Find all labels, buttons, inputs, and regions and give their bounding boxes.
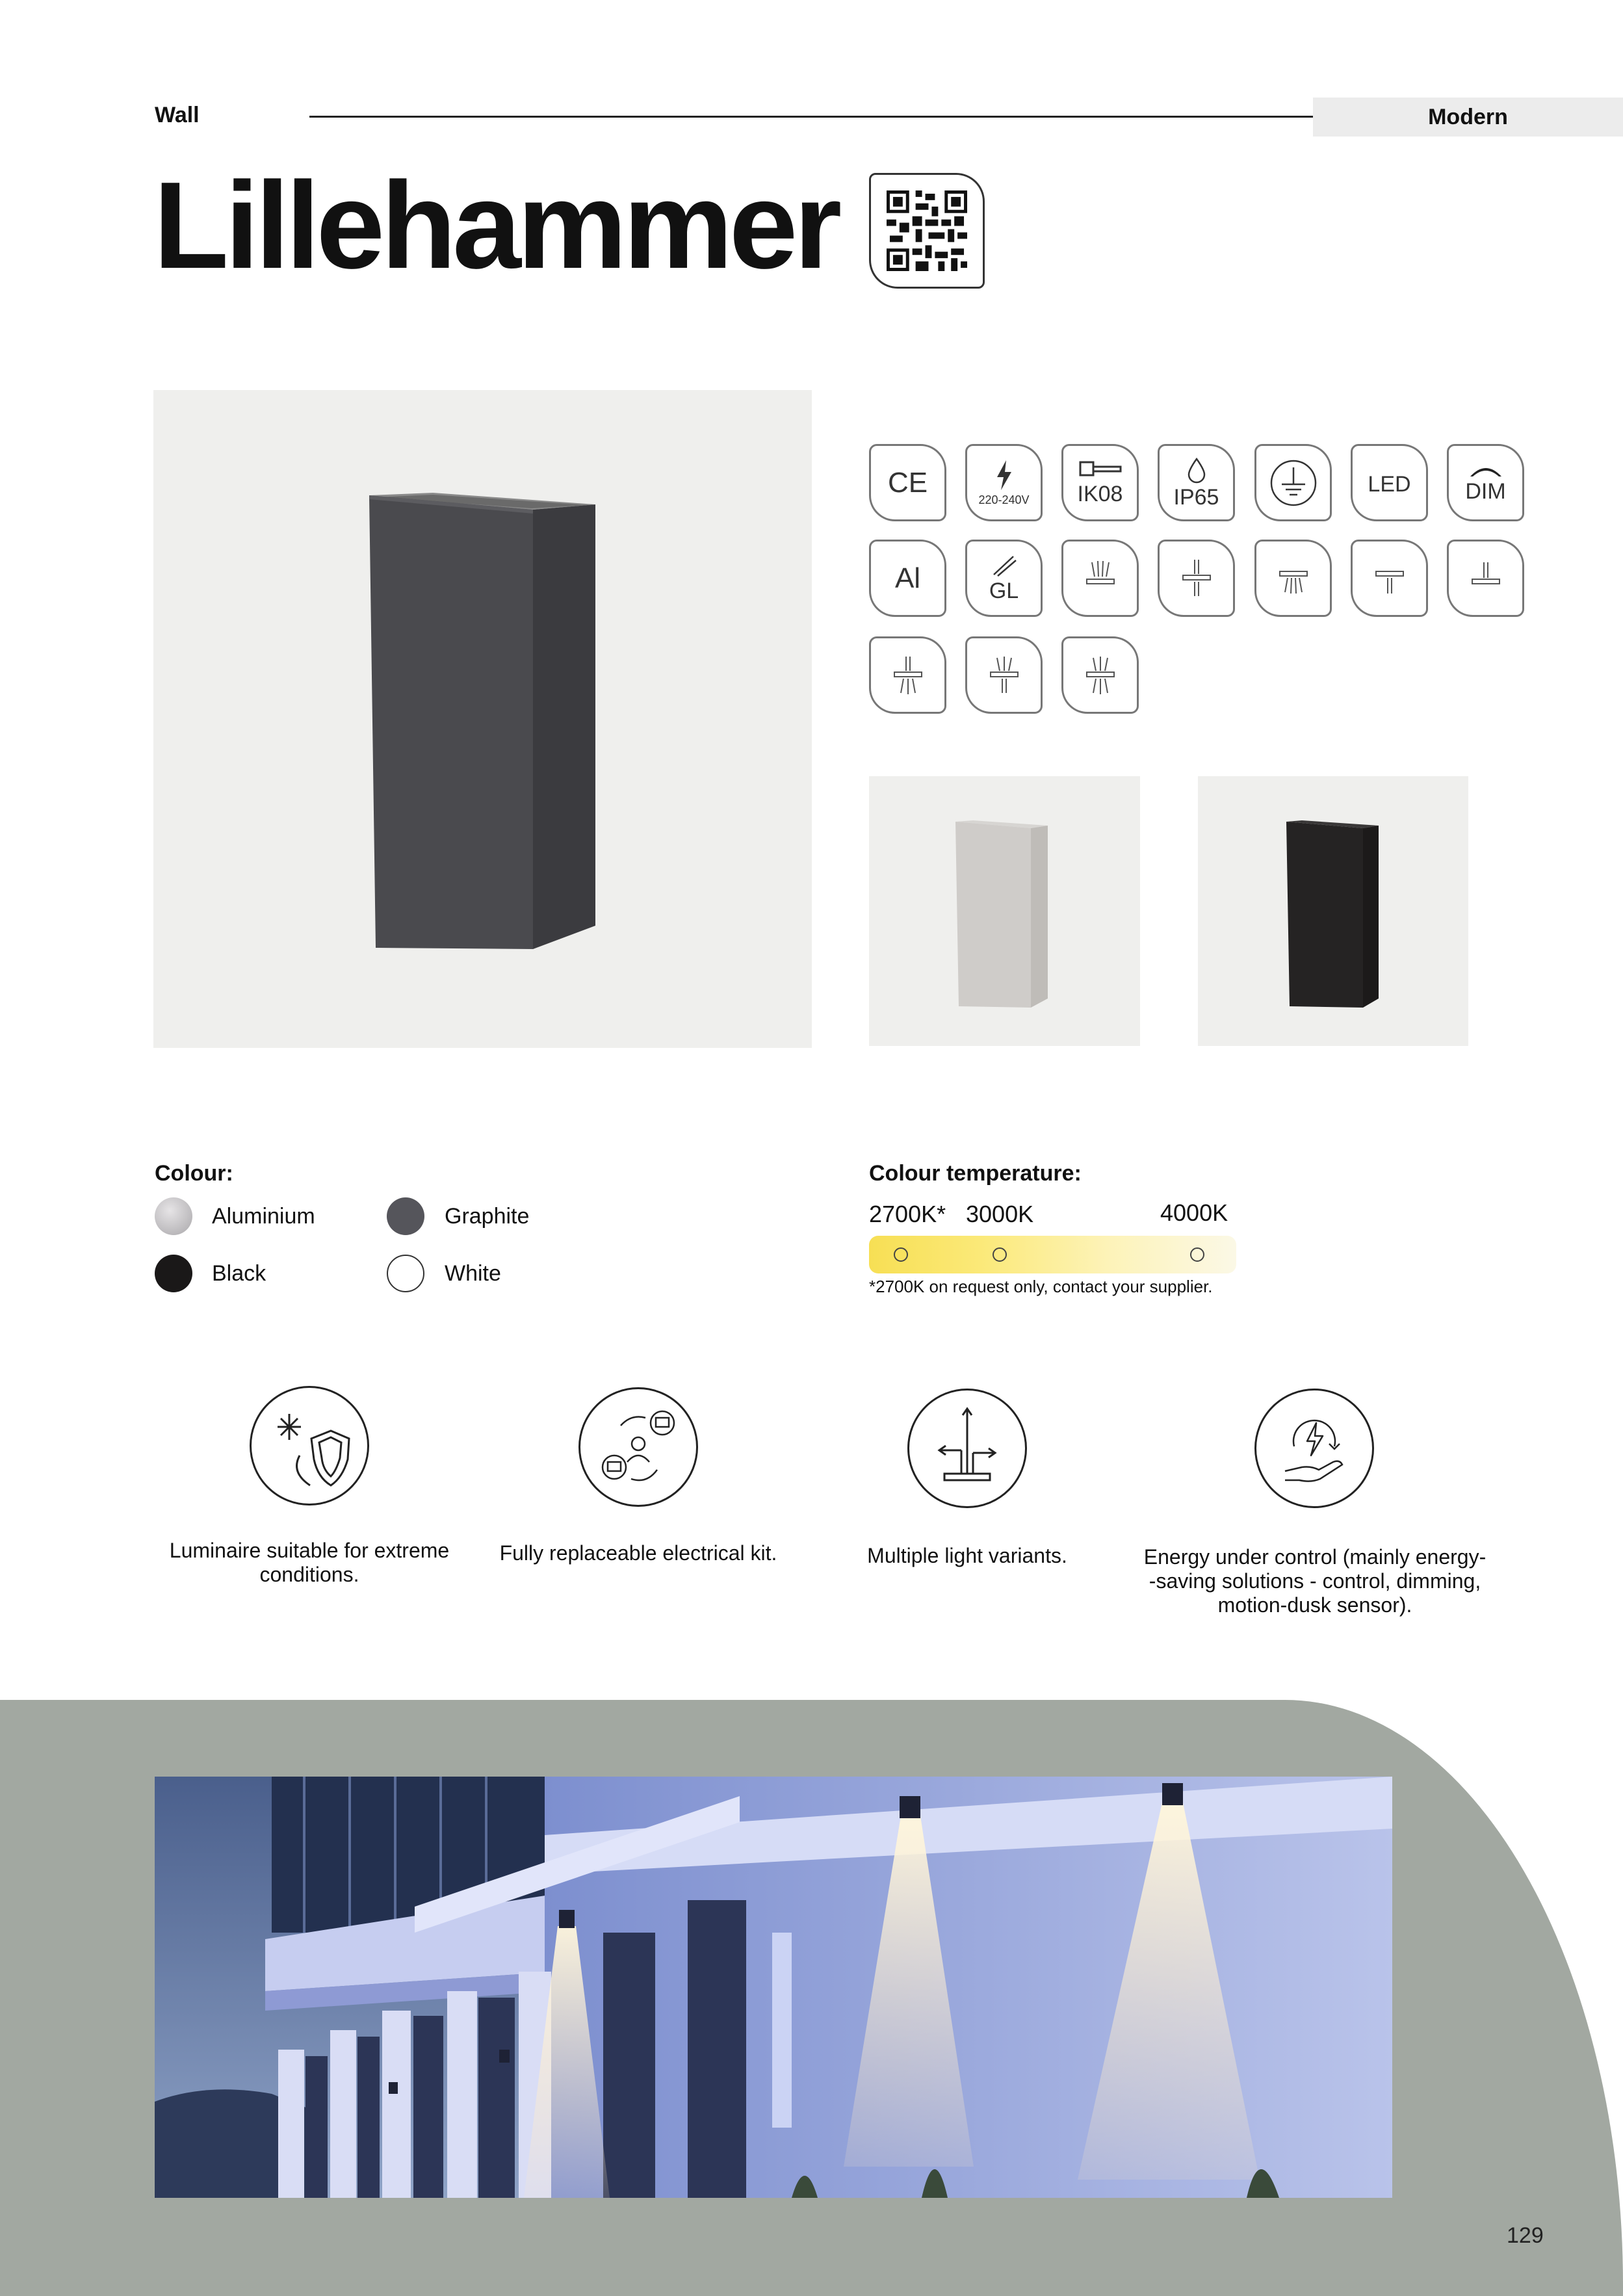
voltage-icon: 220-240V [965, 444, 1043, 521]
colour-temperature-bar [869, 1236, 1236, 1273]
extreme-conditions-icon [250, 1386, 369, 1506]
style-badge [1313, 98, 1623, 137]
replaceable-kit-icon [578, 1387, 698, 1507]
light-up-wide-icon [1061, 540, 1139, 617]
qr-code[interactable] [869, 173, 985, 289]
swatch-black [155, 1255, 192, 1292]
swatch-aluminium [155, 1197, 192, 1235]
swatch-white [387, 1255, 424, 1292]
swatch-graphite-label: Graphite [445, 1204, 530, 1229]
ground-symbol-icon [1269, 458, 1318, 508]
feature-extreme-conditions-text: Luminaire suitable for extreme conditions. [169, 1539, 450, 1586]
temperature-marker-2700k [894, 1247, 908, 1262]
swatch-aluminium-label: Aluminium [212, 1204, 315, 1229]
installation-photo [155, 1777, 1392, 2198]
led-icon: LED [1351, 444, 1428, 521]
earthing-icon [1254, 444, 1332, 521]
temperature-note: *2700K on request only, contact your supplier. [869, 1277, 1213, 1296]
glass-icon: GL [965, 540, 1043, 617]
light-up-wide-down-wide-icon [1061, 636, 1139, 714]
product-image-white [869, 776, 1140, 1046]
lightning-icon [994, 460, 1014, 490]
product-title: Lillehammer [153, 157, 838, 294]
colour-title: Colour: [155, 1161, 233, 1186]
light-down-narrow-icon [1351, 540, 1428, 617]
light-up-down-icon [1158, 540, 1235, 617]
light-up-narrow-icon [1447, 540, 1524, 617]
qr-code-icon [887, 190, 967, 271]
feature-light-variants-text: Multiple light variants. [867, 1544, 1067, 1567]
swatch-graphite [387, 1197, 424, 1235]
colour-temperature-title: Colour temperature: [869, 1161, 1082, 1186]
ip65-icon: IP65 [1158, 444, 1235, 521]
page-number: 129 [1507, 2223, 1544, 2248]
energy-control-icon [1254, 1389, 1374, 1508]
temperature-label-4000k: 4000K [1160, 1199, 1228, 1226]
temperature-marker-3000k [993, 1247, 1007, 1262]
style-badge-label: Modern [1428, 104, 1508, 129]
header-divider [309, 116, 1316, 118]
temperature-label-2700k: 2700K* [869, 1201, 946, 1227]
ce-mark-icon: CE [869, 444, 946, 521]
swatch-white-label: White [445, 1261, 501, 1286]
impact-ik08-icon: IK08 [1061, 444, 1139, 521]
light-down-wide-icon [1254, 540, 1332, 617]
aluminium-icon: Al [869, 540, 946, 617]
dim-icon: DIM [1447, 444, 1524, 521]
feature-replaceable-kit-text: Fully replaceable electrical kit. [499, 1541, 777, 1565]
light-variants-icon [907, 1389, 1027, 1508]
temperature-marker-4000k [1190, 1247, 1204, 1262]
light-up-wide-down-narrow-icon [965, 636, 1043, 714]
hammer-icon [1078, 461, 1123, 480]
dim-arc-icon [1466, 463, 1505, 478]
graphite-luminaire-render [153, 390, 812, 1048]
feature-energy-control-text: Energy under control (mainly energy--saving solutions - control, dimming, motion-dusk sensor). [1143, 1545, 1487, 1617]
light-up-narrow-down-wide-icon [869, 636, 946, 714]
product-image-graphite [153, 390, 812, 1048]
glass-lines-icon [991, 555, 1017, 577]
swatch-black-label: Black [212, 1261, 266, 1286]
water-drop-icon [1187, 458, 1206, 484]
category-label: Wall [155, 103, 200, 127]
temperature-label-3000k: 3000K [966, 1201, 1034, 1227]
product-image-black [1198, 776, 1468, 1046]
